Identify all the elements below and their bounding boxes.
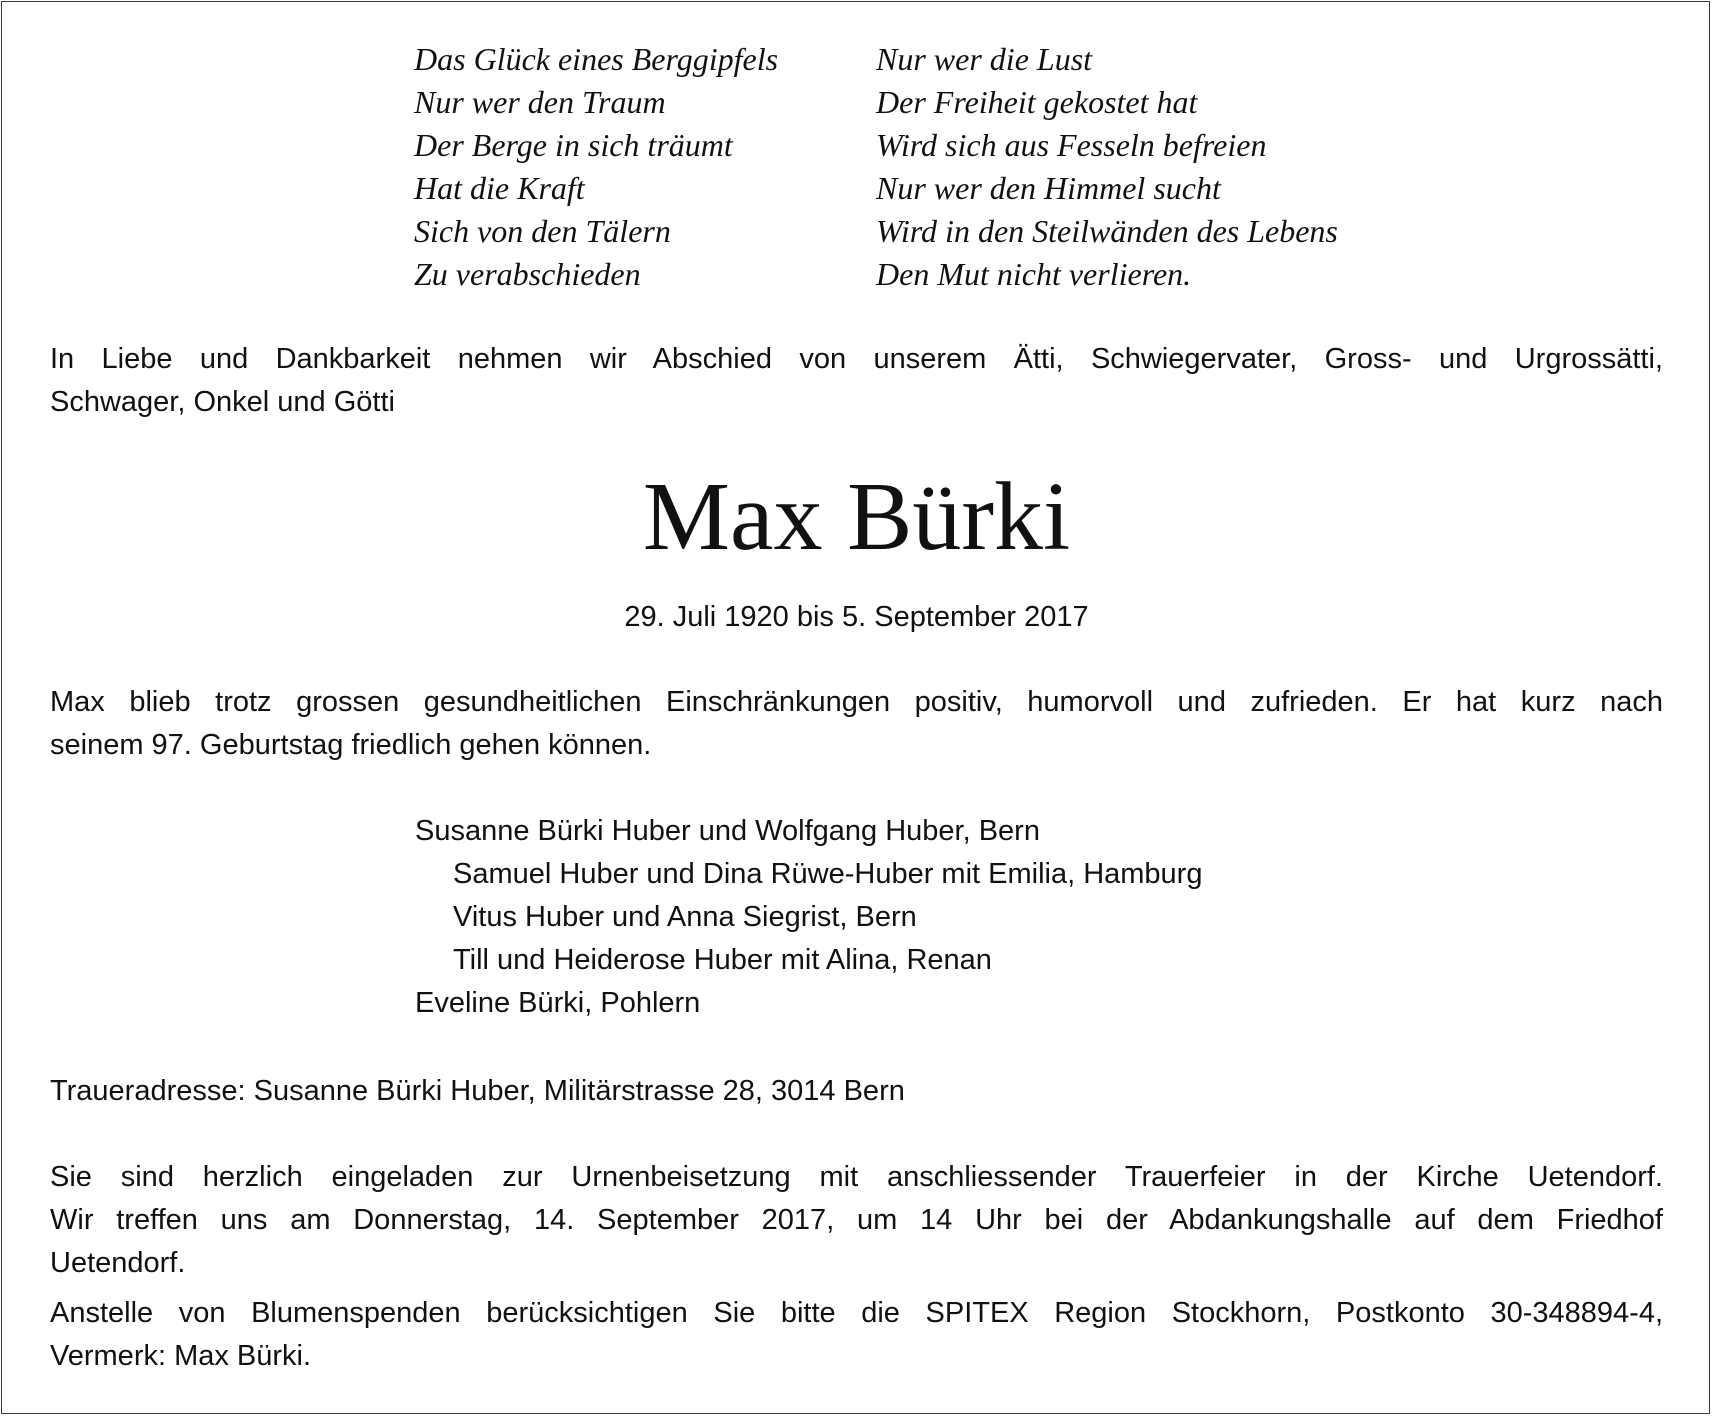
- poem-line: Wird in den Steilwänden des Lebens: [876, 213, 1338, 249]
- donation-line: Anstelle von Blumenspenden berücksichtigen Sie bitte die SPITEX Region Stockhorn, Postkonto 30-348894-4,: [50, 1297, 1663, 1329]
- poem-right-column: [876, 38, 1338, 296]
- life-dates: 29. Juli 1920 bis 5. September 2017: [624, 601, 1089, 633]
- deceased-name: Max Bürki: [642, 463, 1071, 571]
- donation-paragraph: [50, 1292, 1663, 1378]
- intro-paragraph: [50, 338, 1663, 424]
- family-member: Vitus Huber und Anna Siegrist, Bern: [453, 901, 917, 933]
- family-member: Susanne Bürki Huber und Wolfgang Huber, Bern: [415, 815, 1040, 847]
- family-list: [415, 810, 1202, 1025]
- poem-line: Sich von den Tälern: [414, 213, 671, 249]
- donation-line: Vermerk: Max Bürki.: [50, 1340, 312, 1372]
- invitation-line: Uetendorf.: [50, 1247, 186, 1279]
- poem-line: Der Freiheit gekostet hat: [876, 84, 1198, 120]
- poem-line: Nur wer den Himmel sucht: [876, 170, 1221, 206]
- poem-line: Zu verabschieden: [414, 256, 641, 292]
- poem-line: Wird sich aus Fesseln befreien: [876, 127, 1267, 163]
- invitation-line: Sie sind herzlich eingeladen zur Urnenbeisetzung mit anschliessender Trauerfeier in der Kirche Uetendorf.: [50, 1161, 1663, 1193]
- poem-line: Das Glück eines Berggipfels: [414, 41, 779, 77]
- description-line: Max blieb trotz grossen gesundheitlichen Einschränkungen positiv, humorvoll und zufrieden. Er hat kurz nach: [50, 686, 1663, 718]
- intro-line: In Liebe und Dankbarkeit nehmen wir Abschied von unserem Ätti, Schwiegervater, Gross- und Urgrossätti,: [50, 343, 1663, 375]
- poem-left-column: [414, 38, 778, 296]
- invitation-paragraph: [50, 1156, 1663, 1285]
- mourning-address: [50, 1070, 1663, 1113]
- poem-line: Der Berge in sich träumt: [414, 127, 733, 163]
- poem-line: Nur wer die Lust: [876, 41, 1093, 77]
- description-paragraph: [50, 681, 1663, 767]
- invitation-line: Wir treffen uns am Donnerstag, 14. September 2017, um 14 Uhr bei der Abdankungshalle auf dem Friedhof: [50, 1204, 1663, 1236]
- poem-line: Nur wer den Traum: [414, 84, 666, 120]
- poem-line: Den Mut nicht verlieren.: [876, 256, 1192, 292]
- poem-line: Hat die Kraft: [414, 170, 585, 206]
- intro-line: Schwager, Onkel und Götti: [50, 386, 395, 418]
- family-member: Samuel Huber und Dina Rüwe-Huber mit Emilia, Hamburg: [453, 858, 1203, 890]
- family-member: Till und Heiderose Huber mit Alina, Renan: [453, 944, 992, 976]
- address-line: Traueradresse: Susanne Bürki Huber, Militärstrasse 28, 3014 Bern: [50, 1075, 905, 1107]
- family-member: Eveline Bürki, Pohlern: [415, 987, 701, 1019]
- description-line: seinem 97. Geburtstag friedlich gehen können.: [50, 729, 652, 761]
